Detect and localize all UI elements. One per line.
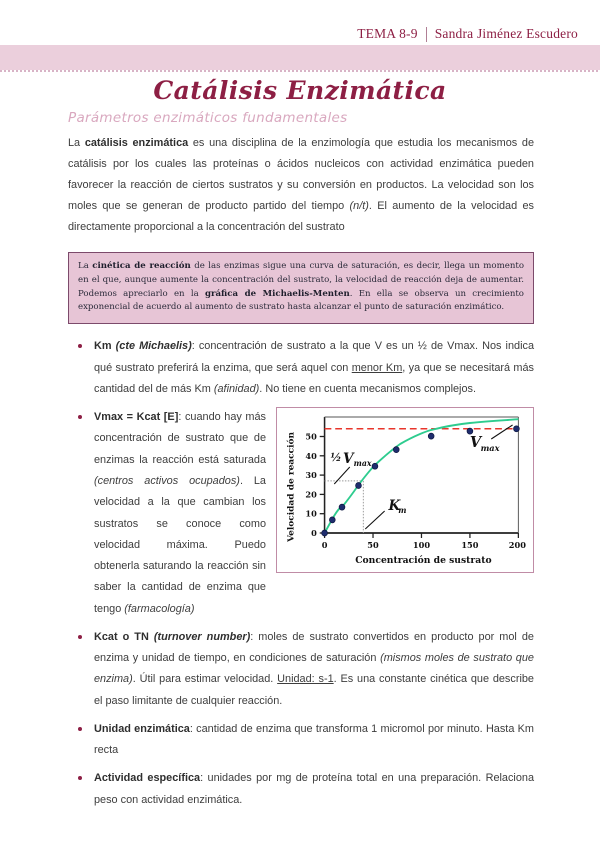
- vmax-farmacologia: (farmacología): [124, 602, 195, 615]
- michaelis-menten-figure: [276, 407, 534, 573]
- kcat-text-1: : moles de sustrato convertidos en producto por mol de enzima y unidad de tiempo, en condiciones de saturación: [94, 630, 534, 665]
- page-subtitle: Parámetros enzimáticos fundamentales: [68, 110, 348, 126]
- km-annotation: [365, 498, 406, 529]
- svg-text:200: 200: [508, 540, 526, 551]
- list-item-vmax: [68, 407, 534, 620]
- svg-text:100: 100: [412, 540, 431, 551]
- svg-text:0: 0: [321, 540, 328, 551]
- unidad-text-1: : cantidad de enzima que transforma 1 micromol por minuto. Hasta Km recta: [94, 722, 535, 757]
- callout-text-a: La: [78, 260, 93, 271]
- svg-text:V: V: [342, 450, 354, 468]
- km-text-5: . No tiene en cuenta mecanismos complejos.: [259, 382, 476, 395]
- vmax-term: Vmax = Kcat [E]: [94, 411, 179, 424]
- chart-svg: [280, 411, 530, 569]
- callout-text-e: . En ella se observa un crecimiento exponencial de acuerdo al aumento de sustrato hasta alcanzar el punto de saturación enzimático.: [78, 288, 524, 313]
- kcat-text-3: . Útil para estimar velocidad.: [132, 673, 278, 686]
- svg-text:K: K: [388, 497, 401, 515]
- svg-text:150: 150: [461, 540, 479, 551]
- intro-text-e: . El aumento de la velocidad es directamente proporcional a la concentración del sustrato: [68, 199, 534, 233]
- svg-text:30: 30: [305, 470, 317, 481]
- parameters-list: [68, 336, 534, 811]
- intro-term-catalisis: catálisis enzimática: [84, 137, 189, 149]
- chart-plot-area: [286, 417, 526, 566]
- header-dotted-rule: [0, 70, 600, 72]
- svg-text:10: 10: [305, 508, 317, 519]
- y-axis-title: Velocidad de reacción: [286, 432, 297, 543]
- list-item-actividad-especifica: [68, 768, 534, 811]
- svg-text:20: 20: [305, 489, 317, 500]
- vmax-text-3: . La velocidad a la que cambian los sustratos se conoce como velocidad máxima. Puedo obtenerla saturando la reacción sin saber la cantidad de enzima que tengo: [94, 474, 266, 615]
- kcat-mismos-moles: (mismos moles de sustrato que enzima): [94, 652, 534, 686]
- km-afinidad: (afinidad): [213, 382, 260, 395]
- callout-box: [68, 252, 534, 325]
- header-tema: TEMA 8-9: [357, 26, 418, 41]
- unidad-term: Unidad enzimática: [94, 722, 190, 735]
- kcat-term-italic: (turnover number): [148, 630, 251, 643]
- km-term: Km: [94, 340, 112, 353]
- km-underline-menor: menor Km: [351, 361, 403, 374]
- km-term-italic: (cte Michaelis): [111, 340, 192, 353]
- km-text-1: : concentración de sustrato a la que V es un ½ de Vmax. Nos indica qué sustrato preferirá la enzima, que será aquel con: [94, 340, 534, 374]
- saturation-curve: [325, 419, 519, 533]
- svg-text:m: m: [398, 506, 407, 516]
- intro-text-c: es una disciplina de la enzimología que estudia los mecanismos de catálisis por los cuales las proteínas o ácidos nucleicos con actividad enzimática pueden favorecer la reacción de ciertos sustratos y su conversión en productos. La velocidad son los moles que se generan de producto partido del tiempo: [68, 137, 535, 212]
- actividad-term: Actividad específica: [94, 772, 201, 785]
- kcat-underline-unidad: Unidad: s-1: [277, 673, 334, 686]
- x-tick-labels: [322, 540, 526, 550]
- callout-term-michaelis: gráfica de Michaelis-Menten: [204, 288, 350, 299]
- svg-text:½: ½: [330, 451, 342, 465]
- svg-text:50: 50: [367, 540, 379, 551]
- actividad-text-1: : unidades por mg de proteína total en una preparación. Relaciona peso con actividad enzimática.: [94, 772, 535, 806]
- x-axis-title: Concentración de sustrato: [355, 555, 492, 567]
- svg-text:50: 50: [305, 431, 317, 442]
- header-divider-icon: [426, 27, 427, 42]
- kcat-text-5: . Es una constante cinética que describe el paso limitante de cualquier reacción.: [94, 673, 534, 707]
- svg-text:max: max: [480, 443, 500, 454]
- page-title: Catálisis Enzimática: [153, 76, 447, 105]
- header-pink-band: [0, 45, 600, 71]
- chart-canvas: [280, 411, 530, 569]
- intro-paragraph: [68, 133, 534, 238]
- document-body: [68, 133, 534, 818]
- header-author: Sandra Jiménez Escudero: [434, 26, 578, 41]
- intro-nt: (n/t): [349, 199, 369, 212]
- svg-text:V: V: [469, 433, 482, 452]
- document-header: [357, 26, 578, 42]
- half-vmax-annotation: [330, 451, 371, 484]
- kcat-term: Kcat o TN: [94, 630, 149, 643]
- vmax-centros-activos: (centros activos ocupados): [94, 474, 240, 487]
- list-item-km: [68, 336, 534, 400]
- list-item-kcat: [68, 627, 534, 712]
- svg-text:max: max: [353, 459, 372, 469]
- km-text-3: , ya que se necesitará más cantidad del de más Km: [94, 361, 534, 395]
- y-tick-labels: [305, 432, 317, 539]
- vmax-text-1: : cuando hay más concentración de sustrato que de enzimas la reacción está saturada: [94, 411, 266, 466]
- list-item-unidad-enzimatica: [68, 719, 534, 762]
- svg-text:0: 0: [311, 528, 317, 539]
- callout-text-c: de las enzimas sigue una curva de saturación, es decir, llega un momento en el que, aunque aumente la concentración del sustrato, la velocidad de reacción deja de aumentar. Podemos apreciarlo en la: [78, 260, 525, 299]
- svg-text:40: 40: [305, 450, 317, 462]
- callout-term-cinetica: cinética de reacción: [92, 260, 191, 271]
- intro-text-a: La: [68, 137, 85, 149]
